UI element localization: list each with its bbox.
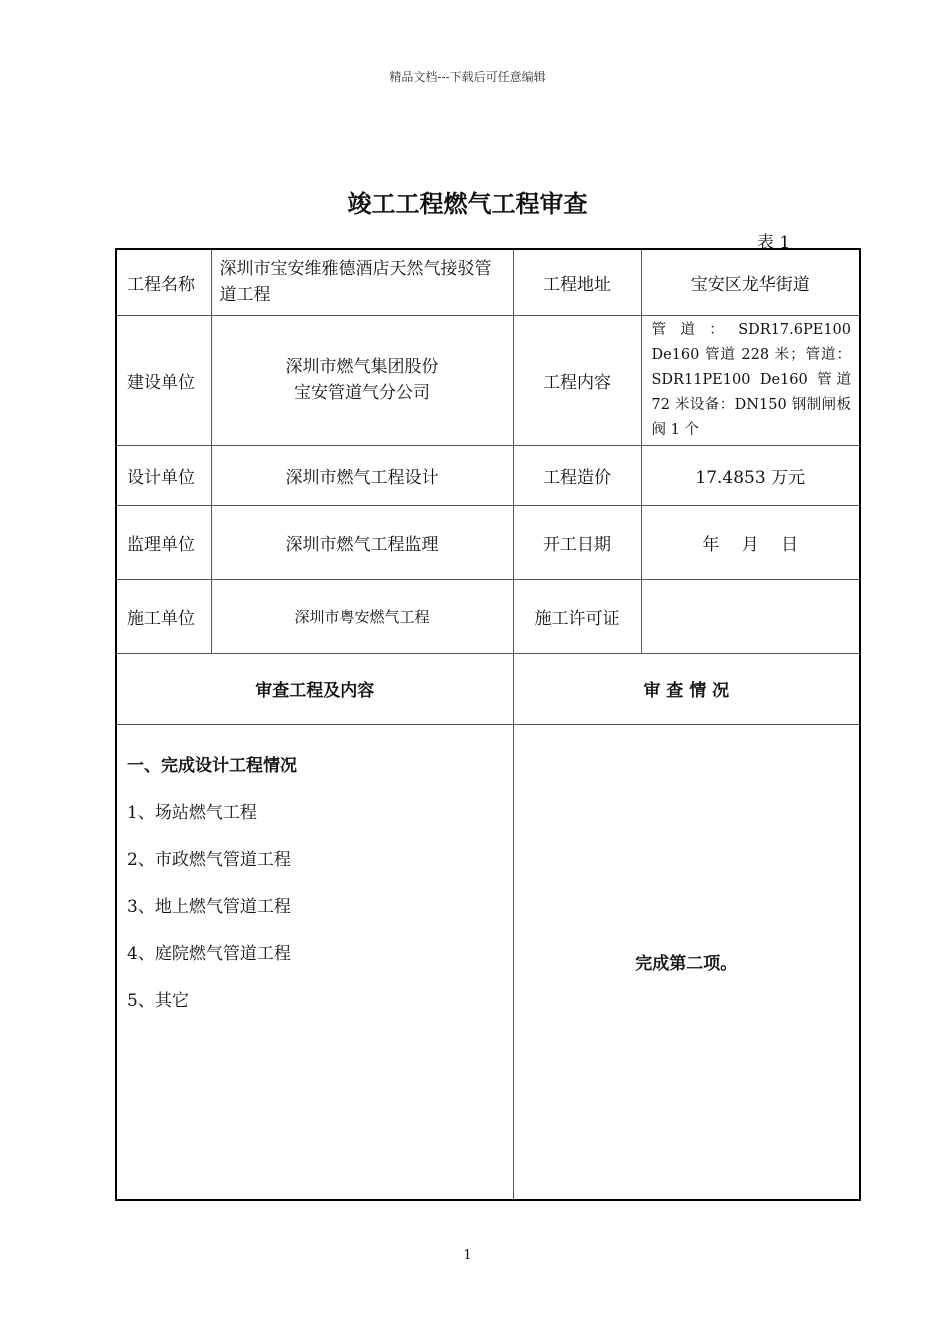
value-project-cost: 17.4853 万元 [641,445,860,505]
review-content-header: 审查工程及内容 [116,653,513,724]
builder-line-2: 宝安管道气分公司 [294,383,430,403]
label-project-address: 工程地址 [513,249,641,315]
review-status-header: 审 查 情 况 [513,653,860,724]
review-result-cell: 完成第二项。 [513,724,860,1200]
review-item: 3、地上燃气管道工程 [127,896,291,917]
value-constructor: 深圳市粤安燃气工程 [211,579,513,653]
value-start-date: 年 月 日 [641,505,860,579]
row-constructor [116,579,860,653]
review-item: 5、其它 [127,990,189,1011]
row-project-name [116,249,860,315]
page-number: 1 [463,1248,472,1263]
page-header-note: 精品文档---下载后可任意编辑 [389,70,546,84]
document-title: 竣工工程燃气工程审查 [347,190,588,218]
label-designer: 设计单位 [116,445,211,505]
value-permit [641,579,860,653]
value-project-content: 管道：SDR17.6PE100 De160 管道 228 米；管道：SDR11PE100 De160 管道 72 米设备：DN150 钢制闸板阀 1 个 [641,315,860,445]
row-review-body [116,724,860,1200]
review-item: 1、场站燃气工程 [127,802,257,823]
label-constructor: 施工单位 [116,579,211,653]
row-review-headers [116,653,860,724]
row-builder [116,315,860,445]
label-project-cost: 工程造价 [513,445,641,505]
row-designer [116,445,860,505]
review-item: 一、完成设计工程情况 [127,755,297,776]
value-supervisor: 深圳市燃气工程监理 [211,505,513,579]
table-number: 表 1 [757,233,791,253]
review-items-cell [116,724,513,1200]
review-form-table [115,248,861,1201]
builder-line-1: 深圳市燃气集团股份 [285,357,439,377]
value-builder [211,315,513,445]
label-permit: 施工许可证 [513,579,641,653]
value-designer: 深圳市燃气工程设计 [211,445,513,505]
label-builder: 建设单位 [116,315,211,445]
review-item: 2、市政燃气管道工程 [127,849,291,870]
label-project-content: 工程内容 [513,315,641,445]
review-item: 4、庭院燃气管道工程 [127,943,291,964]
label-start-date: 开工日期 [513,505,641,579]
row-supervisor [116,505,860,579]
value-project-name: 深圳市宝安维雅德酒店天然气接驳管道工程 [211,249,513,315]
value-project-address: 宝安区龙华街道 [641,249,860,315]
label-supervisor: 监理单位 [116,505,211,579]
label-project-name: 工程名称 [116,249,211,315]
